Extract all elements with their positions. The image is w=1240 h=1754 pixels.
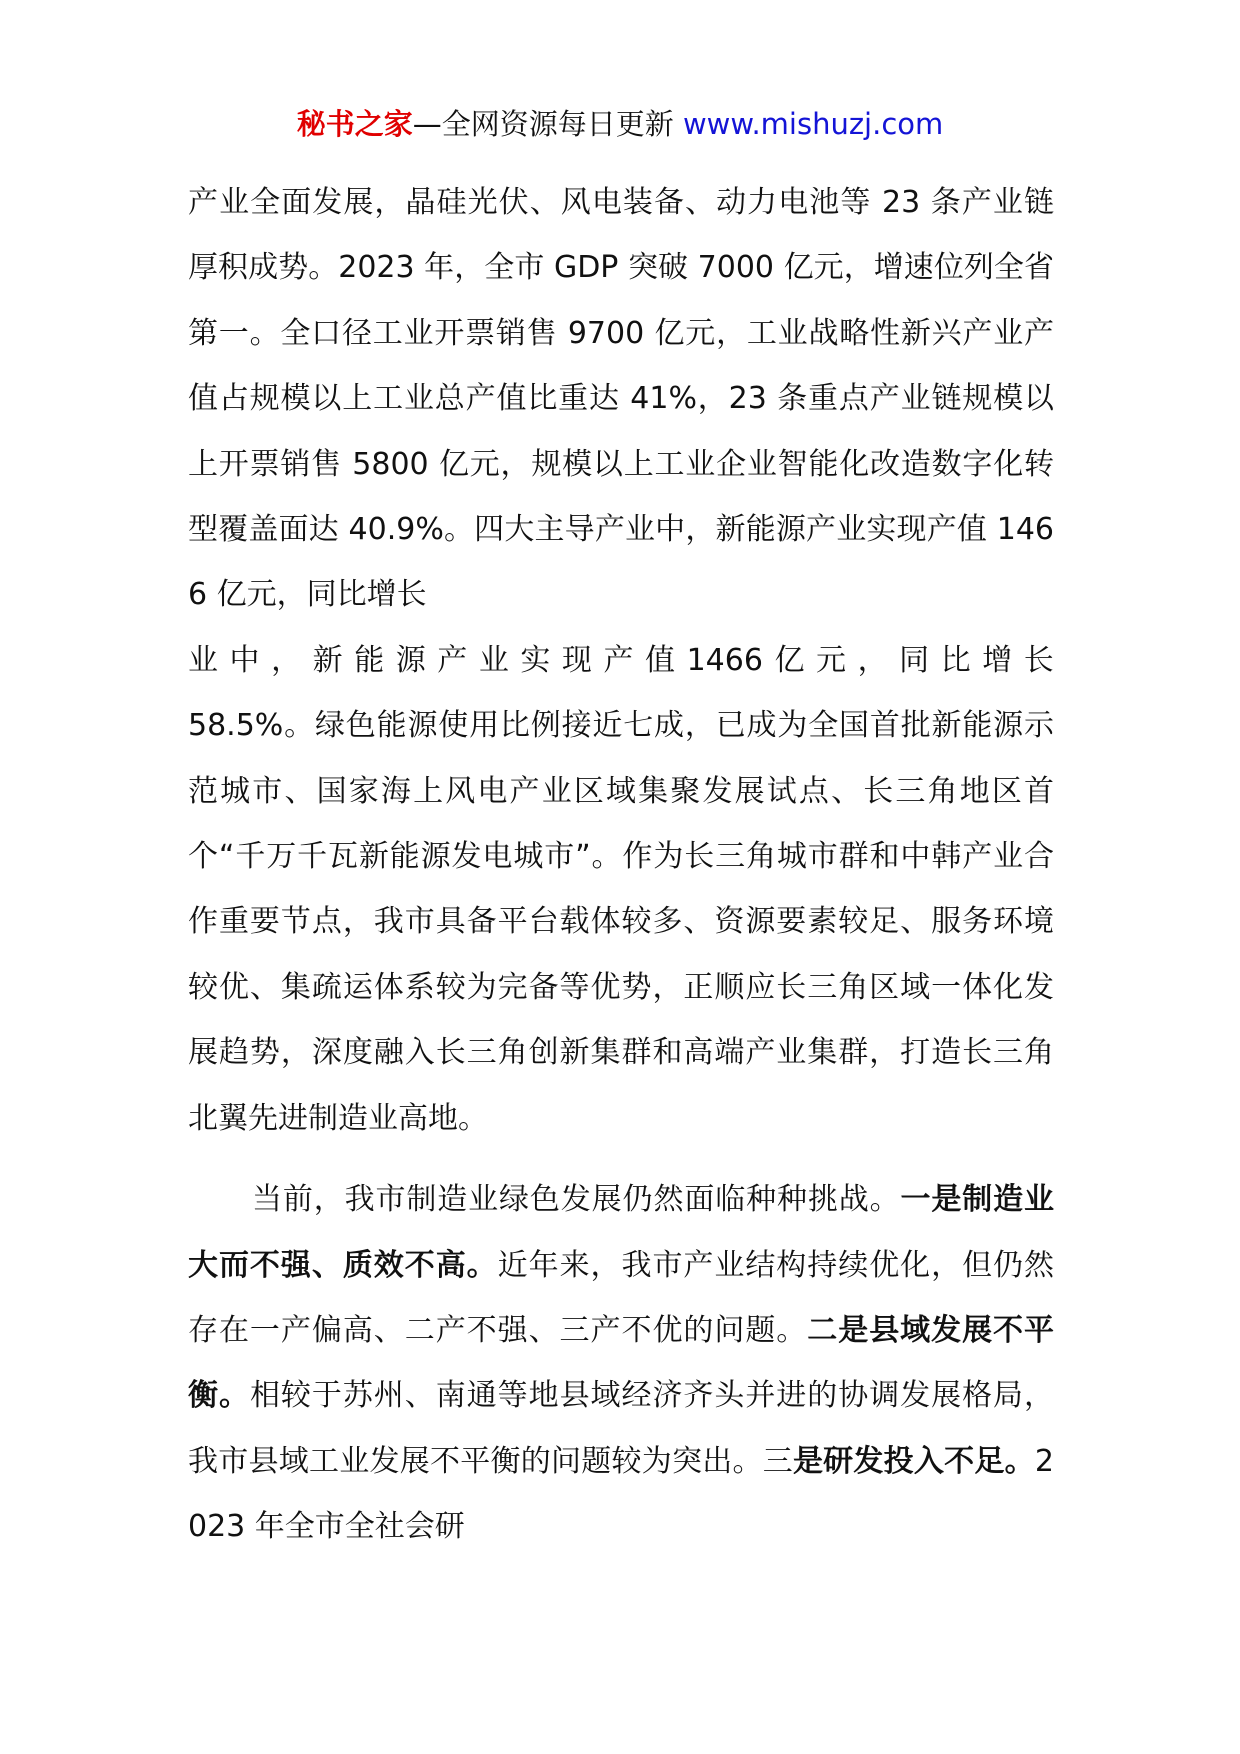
spread-glyph: 值 <box>645 642 676 678</box>
challenge-3-text: 2023 年全市全社会研 <box>188 1443 1055 1545</box>
paragraph-challenges <box>188 1167 1054 1559</box>
spread-glyph: 增 <box>982 642 1013 678</box>
spread-glyph: 1466 <box>686 642 763 678</box>
site-brand: 秘书之家 <box>296 107 413 141</box>
paragraph-1-text: 产业全面发展，晶硅光伏、风电装备、动力电池等 23 条产业链厚积成势。2023 年，全市 GDP 突破 7000 亿元，增速位列全省第一。全口径工业开票销售 9700 亿元，工业战略性新兴产业产值占规模以上工业总产值比重达 41%，23 条重点产业链规模以上开票销售 5800 亿元，规模以上工业企业智能化改造数字化转型覆盖面达 40.9%。四大主导产业中，新能源产业实现产值 1466 亿元，同比增长 <box>188 185 1054 613</box>
spread-glyph: 长 <box>1023 642 1054 678</box>
spread-glyph: 能 <box>354 642 385 678</box>
site-url-link[interactable]: www.mishuzj.com <box>682 107 944 141</box>
spread-glyph: 亿 <box>774 642 805 678</box>
challenge-2-text: 相较于苏州、南通等地县域经济齐头并进的协调发展格局，我市县域工业发展不平衡的问题较为突出。 <box>188 1378 1055 1479</box>
challenge-3-title: 是研发投入不足。 <box>792 1443 1035 1479</box>
paragraph-1-tail: 58.5%。绿色能源使用比例接近七成，已成为全国首批新能源示范城市、国家海上风电产业区域集聚发展试点、长三角地区首个“千万千瓦新能源发电城市”。作为长三角城市群和中韩产业合作重要节点，我市具备平台载体较多、资源要素较足、服务环境较优、集疏运体系较为完备等优势，正顺应长三角区域一体化发展趋势，深度融入长三角创新集群和高端产业集群，打造长三角北翼先进制造业高地。 <box>188 708 1054 1136</box>
challenges-intro: 当前，我市制造业绿色发展仍然面临种种挑战。 <box>252 1182 901 1218</box>
spread-glyph: 元 <box>816 642 847 678</box>
site-tagline: —全网资源每日更新 <box>412 107 674 141</box>
spread-glyph: 中 <box>229 642 260 678</box>
spread-glyph: 业 <box>478 642 509 678</box>
challenge-3-prefix: 三 <box>762 1443 793 1479</box>
spread-glyph: ， <box>271 642 302 678</box>
spread-glyph: ， <box>857 642 888 678</box>
spread-glyph: 实 <box>520 642 551 678</box>
challenge-1-text: 近年来，我市产业结构持续优化，但仍然存在一产偏高、二产不强、三产不优的问题。 <box>188 1247 1055 1348</box>
spread-glyph: 比 <box>940 642 971 678</box>
spread-glyph: 同 <box>899 642 930 678</box>
spread-glyph: 产 <box>437 642 468 678</box>
spread-glyph: 新 <box>312 642 343 678</box>
paragraph-industry-overview <box>188 170 1054 1151</box>
spread-glyph: 业 <box>188 642 218 678</box>
site-header <box>0 104 1240 144</box>
spread-glyph: 产 <box>603 642 634 678</box>
challenge-2-title: 二是县域发展不平衡。 <box>188 1312 1055 1414</box>
challenge-1-title: 一是制造业大而不强、质效不高。 <box>188 1182 1055 1283</box>
paragraph-1-spread-line <box>188 628 1054 693</box>
spread-glyph: 源 <box>395 642 426 678</box>
document-body <box>188 170 1054 1560</box>
spread-glyph: 现 <box>561 642 592 678</box>
